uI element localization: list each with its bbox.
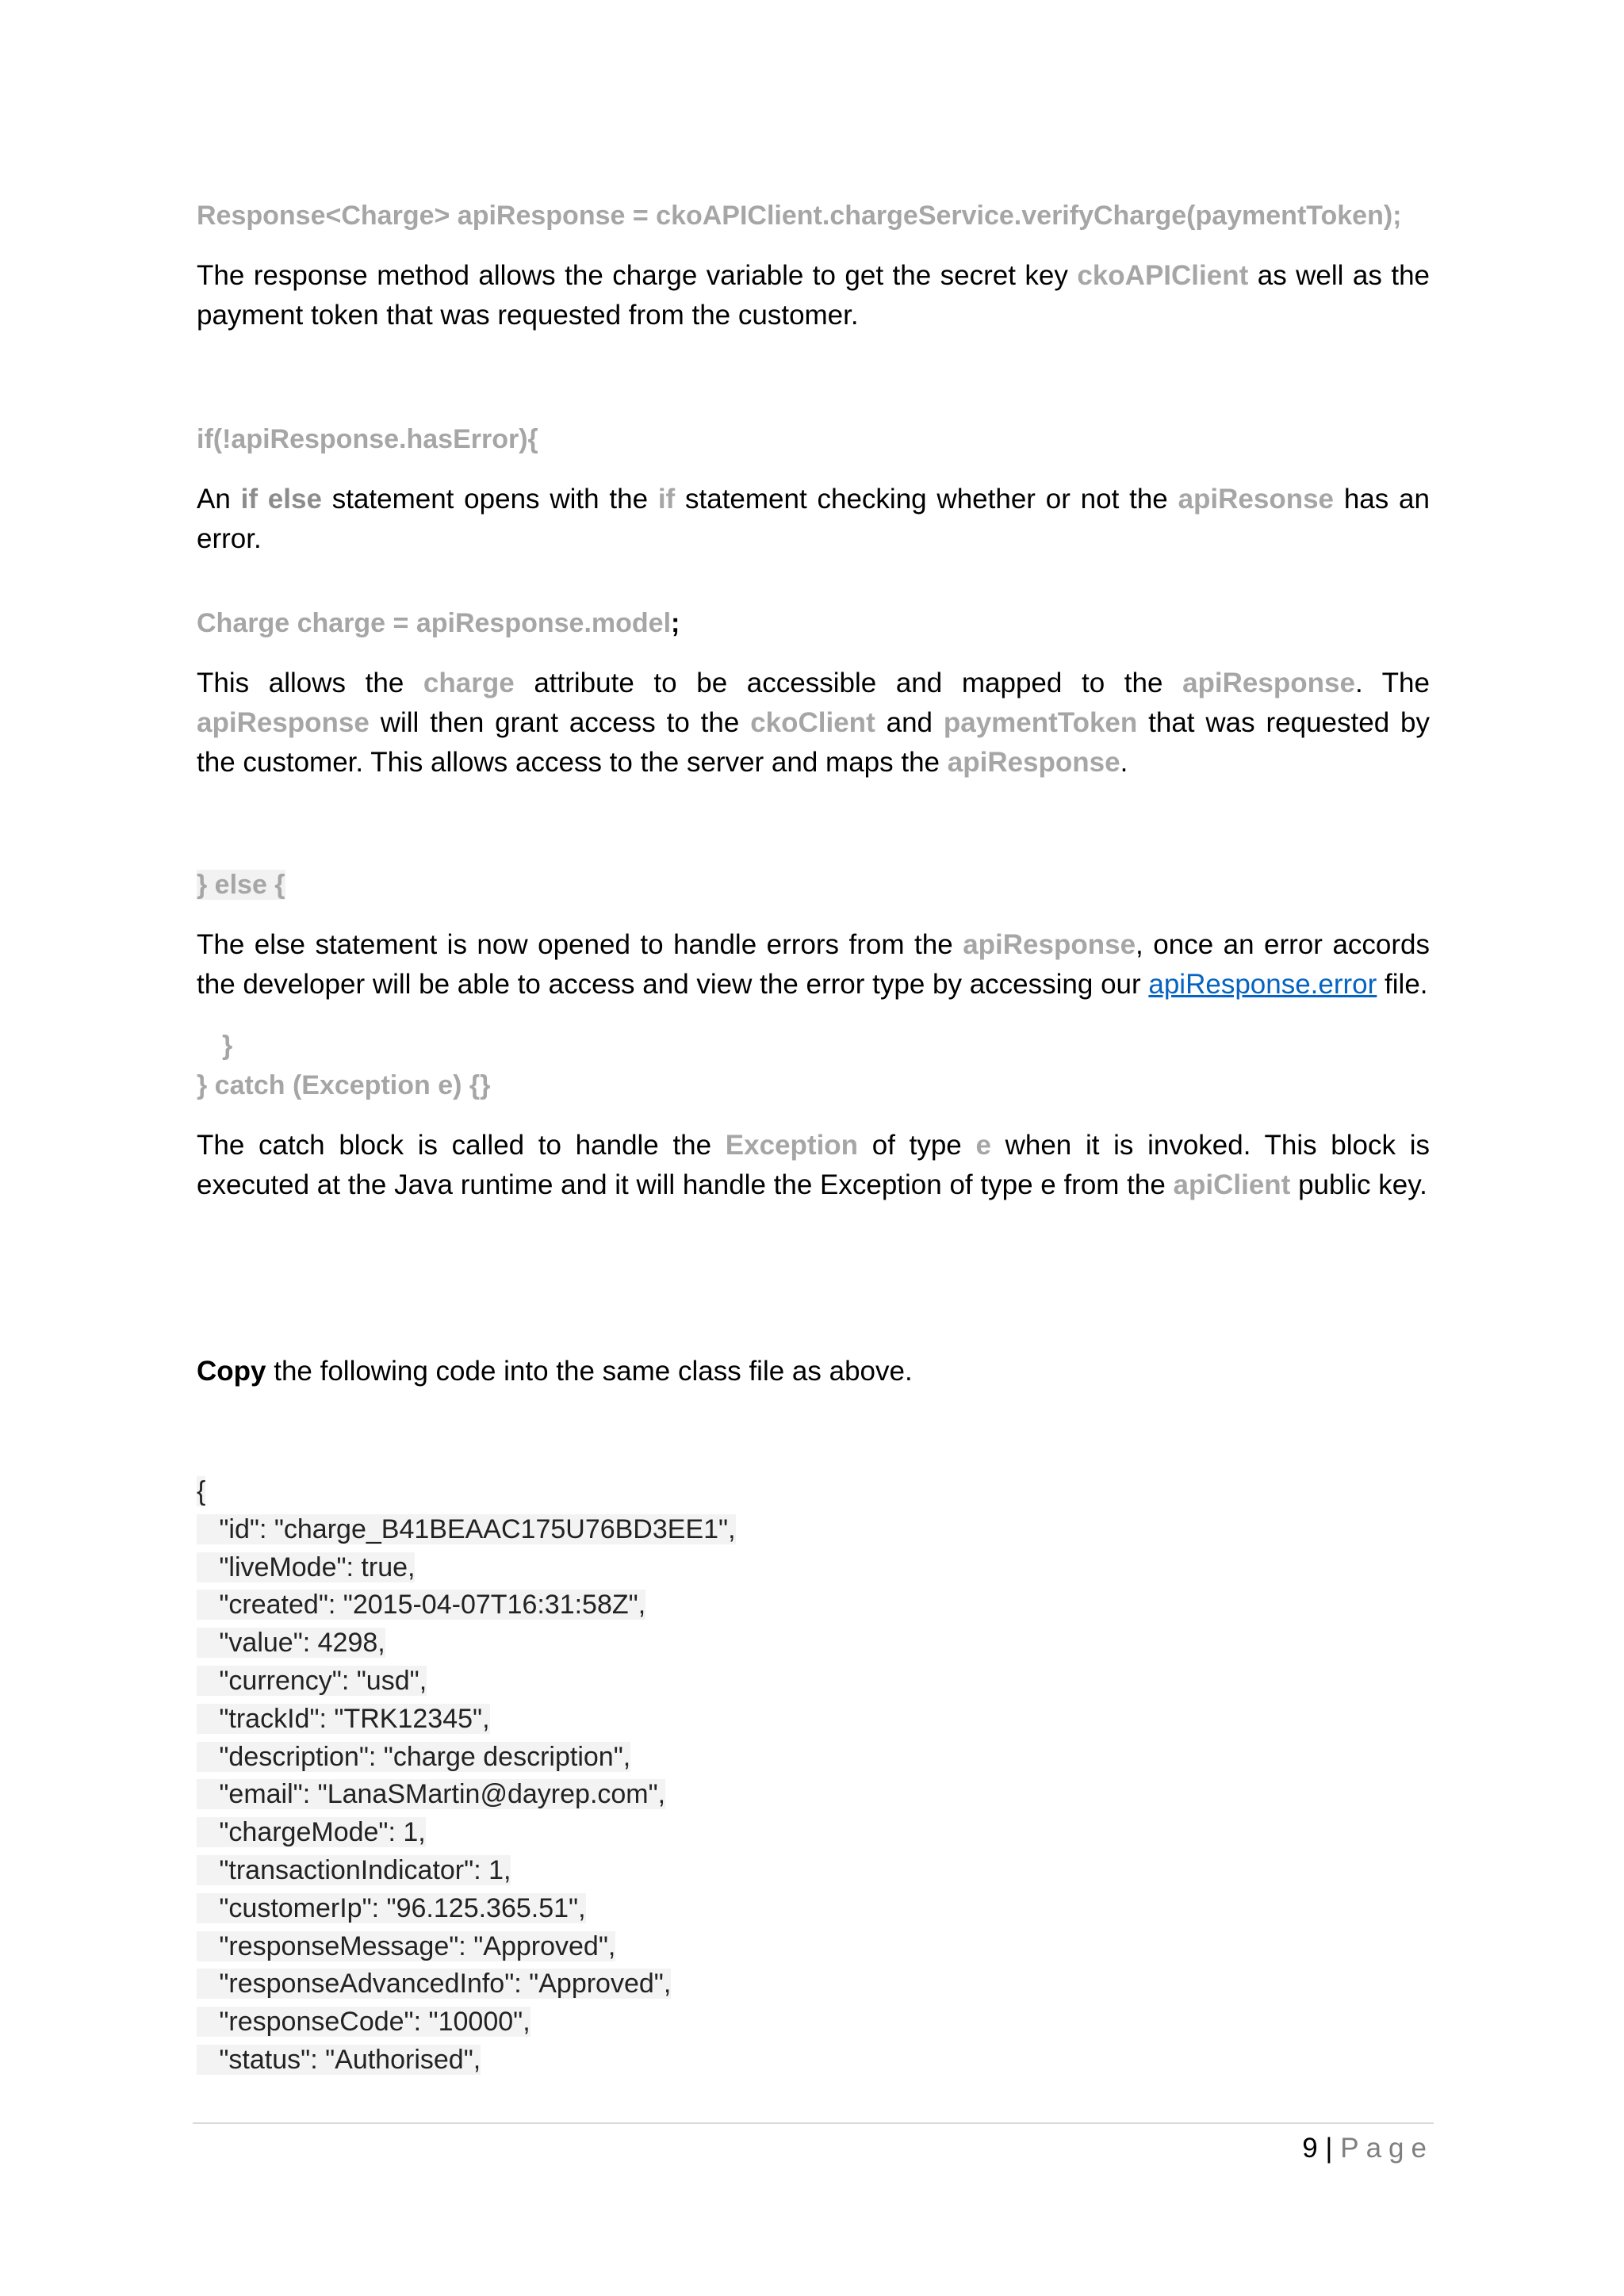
code-line-charge-model: Charge charge = apiResponse.model; bbox=[197, 608, 680, 638]
code-line bbox=[197, 1511, 736, 1549]
keyword-term: if else bbox=[240, 484, 322, 515]
code-line bbox=[197, 1663, 736, 1701]
paragraph-catch-block: The catch block is called to handle the Exception of type e when it is invoked. This block is executed at the Java runtime and it will handle the Exception of type e from the apiClient public key. bbox=[197, 1130, 1430, 1200]
code-line bbox=[197, 1739, 736, 1777]
code-line bbox=[197, 1852, 736, 1890]
page-number: 9 bbox=[1302, 2133, 1318, 2164]
code-line-text: "responseCode": "10000", bbox=[197, 2007, 530, 2038]
code-line-text: "description": "charge description", bbox=[197, 1741, 631, 1772]
code-term: apiResponse bbox=[1182, 668, 1355, 698]
code-term: charge bbox=[423, 668, 515, 698]
code-line bbox=[197, 1776, 736, 1814]
code-line-text: "status": "Authorised", bbox=[197, 2044, 481, 2075]
page-footer: 9 | Page bbox=[1302, 2133, 1434, 2164]
code-term: ckoClient bbox=[750, 707, 875, 738]
code-line bbox=[197, 1965, 736, 2003]
code-line bbox=[197, 1586, 736, 1624]
code-term: paymentToken bbox=[943, 707, 1138, 738]
code-line-text: "responseMessage": "Approved", bbox=[197, 1931, 616, 1961]
code-line bbox=[197, 2042, 736, 2080]
code-term: apiResponse bbox=[197, 707, 370, 738]
paragraph-if-else: An if else statement opens with the if statement checking whether or not the apiResonse has an error. bbox=[197, 484, 1430, 554]
code-line-text: "customerIp": "96.125.365.51", bbox=[197, 1892, 586, 1923]
footer-divider bbox=[193, 2122, 1434, 2124]
code-line-else: } else { bbox=[197, 870, 285, 900]
json-code-block bbox=[197, 1473, 736, 2080]
code-line-text: "email": "LanaSMartin@dayrep.com", bbox=[197, 1779, 666, 1810]
code-line bbox=[197, 1473, 736, 1511]
code-line-text: "currency": "usd", bbox=[197, 1665, 427, 1696]
code-line-text: "transactionIndicator": 1, bbox=[197, 1854, 511, 1885]
code-term: apiResponse bbox=[963, 929, 1136, 960]
code-line-catch: } catch (Exception e) {} bbox=[197, 1070, 491, 1100]
code-term: Exception bbox=[725, 1130, 859, 1161]
code-term: e bbox=[975, 1130, 991, 1161]
code-line-if-has-error: if(!apiResponse.hasError){ bbox=[197, 424, 538, 454]
code-line-text: "liveMode": true, bbox=[197, 1552, 416, 1582]
code-line bbox=[197, 1701, 736, 1739]
code-line-text: "created": "2015-04-07T16:31:58Z", bbox=[197, 1590, 646, 1621]
code-line bbox=[197, 1624, 736, 1663]
code-line-text: "value": 4298, bbox=[197, 1628, 385, 1659]
code-line bbox=[197, 1890, 736, 1928]
code-line-text: "chargeMode": 1, bbox=[197, 1817, 426, 1848]
copy-instruction: Copy the following code into the same class file as above. bbox=[197, 1356, 913, 1387]
code-term: ckoAPIClient bbox=[1077, 260, 1249, 291]
code-term: apiResonse bbox=[1178, 484, 1335, 515]
paragraph-charge-attribute: This allows the charge attribute to be accessible and mapped to the apiResponse. The apiResponse will then grant access to the ckoClient and paymentToken that was requested by the customer. This allows access to the server and maps the apiResponse. bbox=[197, 668, 1430, 778]
code-line-text: "trackId": "TRK12345", bbox=[197, 1703, 490, 1734]
code-line bbox=[197, 2003, 736, 2042]
keyword-term: if bbox=[657, 484, 676, 515]
code-line bbox=[197, 1549, 736, 1587]
paragraph-response-method: The response method allows the charge variable to get the secret key ckoAPIClient as well as the payment token that was requested from the customer. bbox=[197, 260, 1430, 331]
code-line-text: { bbox=[197, 1476, 206, 1506]
code-term: apiResponse bbox=[947, 747, 1120, 778]
code-line-verify-charge: Response<Charge> apiResponse = ckoAPIClient.chargeService.verifyCharge(paymentToken); bbox=[197, 201, 1402, 231]
code-line bbox=[197, 1928, 736, 1966]
paragraph-else-statement: The else statement is now opened to handle errors from the apiResponse, once an error accords the developer will be able to access and view the error type by accessing our apiResponse.error file. bbox=[197, 929, 1430, 1000]
code-line-text: "responseAdvancedInfo": "Approved", bbox=[197, 1969, 672, 1999]
code-line-closing-brace: } bbox=[222, 1031, 233, 1061]
api-response-error-link[interactable]: apiResponse.error bbox=[1148, 969, 1377, 1000]
code-line-text: "id": "charge_B41BEAAC175U76BD3EE1", bbox=[197, 1513, 736, 1544]
code-line bbox=[197, 1814, 736, 1852]
code-term: apiClient bbox=[1173, 1169, 1291, 1200]
page-label: Page bbox=[1340, 2133, 1434, 2164]
